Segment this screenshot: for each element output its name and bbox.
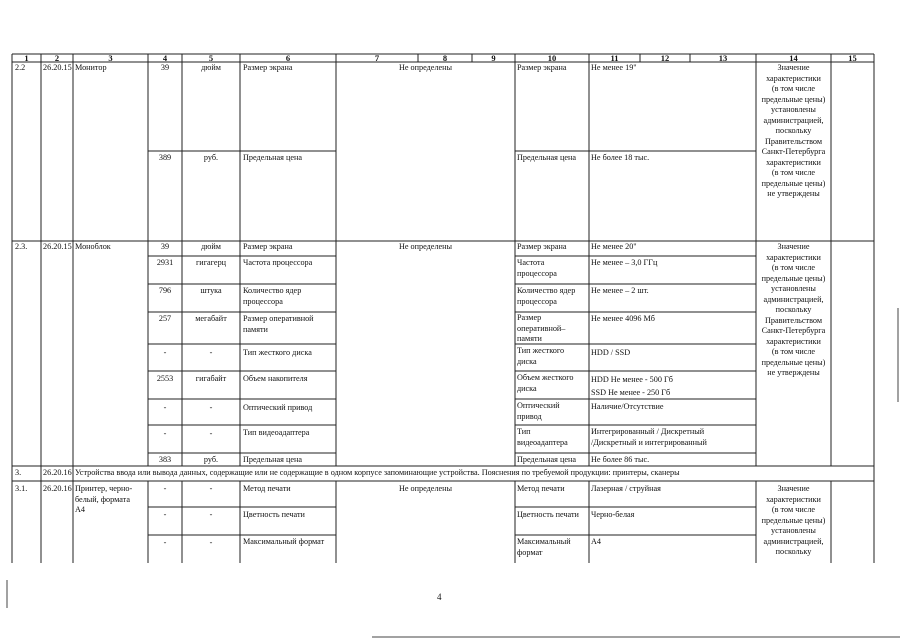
- not-defined-text: Не определены: [398, 63, 453, 72]
- okpd-code: 26.20.16: [43, 484, 72, 493]
- col-header-13: 13: [718, 53, 728, 63]
- unit-name: дюйм: [201, 242, 221, 251]
- col-header-4: 4: [162, 53, 168, 63]
- page-number: 4: [437, 592, 442, 602]
- not-defined-text: Не определены: [398, 242, 453, 251]
- col-header-3: 3: [108, 53, 113, 63]
- characteristic-value: Не менее 4096 Мб: [591, 314, 655, 323]
- section-num: 3.: [15, 468, 22, 477]
- product-name: Принтер, черно- белый, формата А4: [75, 484, 133, 514]
- characteristic-name-admin: Предельная цена: [517, 153, 577, 162]
- characteristic-value: Интегрированный / Дискретный /Дискретный и интегрированный: [591, 427, 707, 447]
- okei-code: 39: [160, 242, 170, 251]
- okei-code: -: [163, 484, 167, 493]
- col-header-1: 1: [24, 53, 29, 63]
- characteristic-value: Черно-белая: [591, 510, 635, 519]
- characteristic-name-admin: Тип видеоадаптера: [517, 427, 568, 447]
- product-name: Монитор: [75, 63, 107, 72]
- characteristic-name-admin: Количество ядер процессора: [517, 286, 576, 306]
- unit-name: -: [209, 510, 213, 519]
- characteristic-name: Частота процессора: [243, 258, 313, 267]
- characteristic-value: Наличие/Отсутствие: [591, 402, 664, 411]
- characteristic-name: Объем накопителя: [243, 374, 308, 383]
- unit-name: -: [209, 348, 213, 357]
- unit-name: штука: [200, 286, 222, 295]
- unit-name: -: [209, 403, 213, 412]
- characteristic-value: Не менее 19": [591, 63, 637, 72]
- characteristic-name-admin: Максимальный формат: [517, 537, 571, 557]
- characteristic-name-admin: Тип жесткого диска: [517, 346, 565, 366]
- okpd-code: 26.20.15: [43, 63, 72, 72]
- characteristic-value: HDD / SSD: [591, 348, 631, 357]
- characteristic-value: Не менее 20": [591, 242, 637, 251]
- unit-name: -: [209, 429, 213, 438]
- col-header-2: 2: [54, 53, 60, 63]
- characteristic-name-admin: Объем жесткого диска: [517, 373, 574, 393]
- okei-code: -: [163, 403, 167, 412]
- characteristic-name-admin: Частота процессора: [517, 258, 557, 278]
- okei-code: 796: [158, 286, 172, 295]
- characteristic-name-admin: Оптический привод: [517, 401, 560, 421]
- characteristic-name: Максимальный формат: [243, 537, 325, 546]
- okei-code: -: [163, 538, 167, 547]
- justification-note: Значение характеристики (в том числе предельные цены) установлены администрацией, поскольку: [761, 484, 826, 556]
- unit-name: гигабайт: [195, 374, 227, 383]
- characteristic-name-admin: Предельная цена: [517, 455, 577, 464]
- characteristic-name-admin: Цветность печати: [517, 510, 579, 519]
- section-description: Устройства ввода или вывода данных, содержащие или не содержащие в одном корпусе запоминающие устройства. Пояснения по требуемой продукции: принтеры, сканеры: [75, 468, 680, 477]
- not-defined-text: Не определены: [398, 484, 453, 493]
- characteristic-name-admin: Размер оперативной– памяти: [517, 313, 566, 343]
- col-header-14: 14: [789, 53, 798, 63]
- characteristic-name: Размер оперативной памяти: [243, 314, 314, 334]
- col-header-6: 6: [285, 53, 291, 63]
- characteristic-name-admin: Размер экрана: [517, 242, 567, 251]
- characteristic-name: Размер экрана: [243, 63, 293, 72]
- col-header-15: 15: [848, 53, 857, 63]
- characteristic-name: Предельная цена: [243, 455, 303, 464]
- okei-code: 2931: [156, 258, 174, 267]
- row-num: 2.3.: [15, 242, 28, 251]
- okei-code: 389: [158, 153, 172, 162]
- unit-name: руб.: [203, 455, 219, 464]
- characteristic-value: А4: [591, 537, 602, 546]
- col-header-11: 11: [610, 53, 619, 63]
- characteristic-value: Не более 18 тыс.: [591, 153, 650, 162]
- unit-name: -: [209, 538, 213, 547]
- row-num: 2.2: [15, 63, 26, 72]
- unit-name: дюйм: [201, 63, 221, 72]
- okpd-code: 26.20.15: [43, 242, 72, 251]
- characteristic-name: Количество ядер процессора: [243, 286, 302, 306]
- unit-name: руб.: [203, 153, 219, 162]
- characteristic-name-admin: Метод печати: [517, 484, 565, 493]
- unit-name: гигагерц: [195, 258, 227, 267]
- col-header-9: 9: [491, 53, 496, 63]
- characteristic-value: Не менее – 3,0 ГГц: [591, 258, 658, 267]
- characteristic-name: Цветность печати: [243, 510, 305, 519]
- okei-code: 2553: [156, 374, 174, 383]
- col-header-8: 8: [442, 53, 448, 63]
- okei-code: -: [163, 510, 167, 519]
- col-header-12: 12: [660, 53, 670, 63]
- characteristic-name: Предельная цена: [243, 153, 303, 162]
- characteristic-value: Не более 86 тыс.: [591, 455, 650, 464]
- col-header-5: 5: [208, 53, 214, 63]
- unit-name: -: [209, 484, 213, 493]
- characteristic-value: Не менее – 2 шт.: [591, 286, 649, 295]
- justification-note: Значение характеристики (в том числе предельные цены) установлены администрацией, поскольку Правительством Санкт-Петербурга характеристики (в том числе предельные цены) не утверждены: [761, 63, 826, 198]
- characteristic-name: Размер экрана: [243, 242, 293, 251]
- okei-code: -: [163, 348, 167, 357]
- characteristic-name: Тип жесткого диска: [243, 348, 312, 357]
- characteristic-name: Тип видеоадаптера: [243, 428, 310, 437]
- characteristic-name-admin: Размер экрана: [517, 63, 567, 72]
- unit-name: мегабайт: [195, 314, 227, 323]
- okei-code: -: [163, 429, 167, 438]
- section-code: 26.20.16: [43, 468, 72, 477]
- col-header-10: 10: [547, 53, 557, 63]
- col-header-7: 7: [374, 53, 380, 63]
- okei-code: 39: [160, 63, 170, 72]
- characteristic-value: Лазерная / струйная: [591, 484, 661, 493]
- okei-code: 383: [158, 455, 172, 464]
- okei-code: 257: [158, 314, 172, 323]
- product-name: Моноблок: [75, 242, 111, 251]
- row-num: 3.1.: [15, 484, 28, 493]
- characteristic-name: Метод печати: [243, 484, 291, 493]
- characteristic-name: Оптический привод: [243, 403, 313, 412]
- justification-note: Значение характеристики (в том числе предельные цены) установлены администрацией, поскольку Правительством Санкт-Петербурга характеристики (в том числе предельные цены) не утверждены: [761, 242, 826, 377]
- characteristic-value: HDD Не менее - 500 Гб SSD Не менее - 250 Гб: [591, 375, 673, 397]
